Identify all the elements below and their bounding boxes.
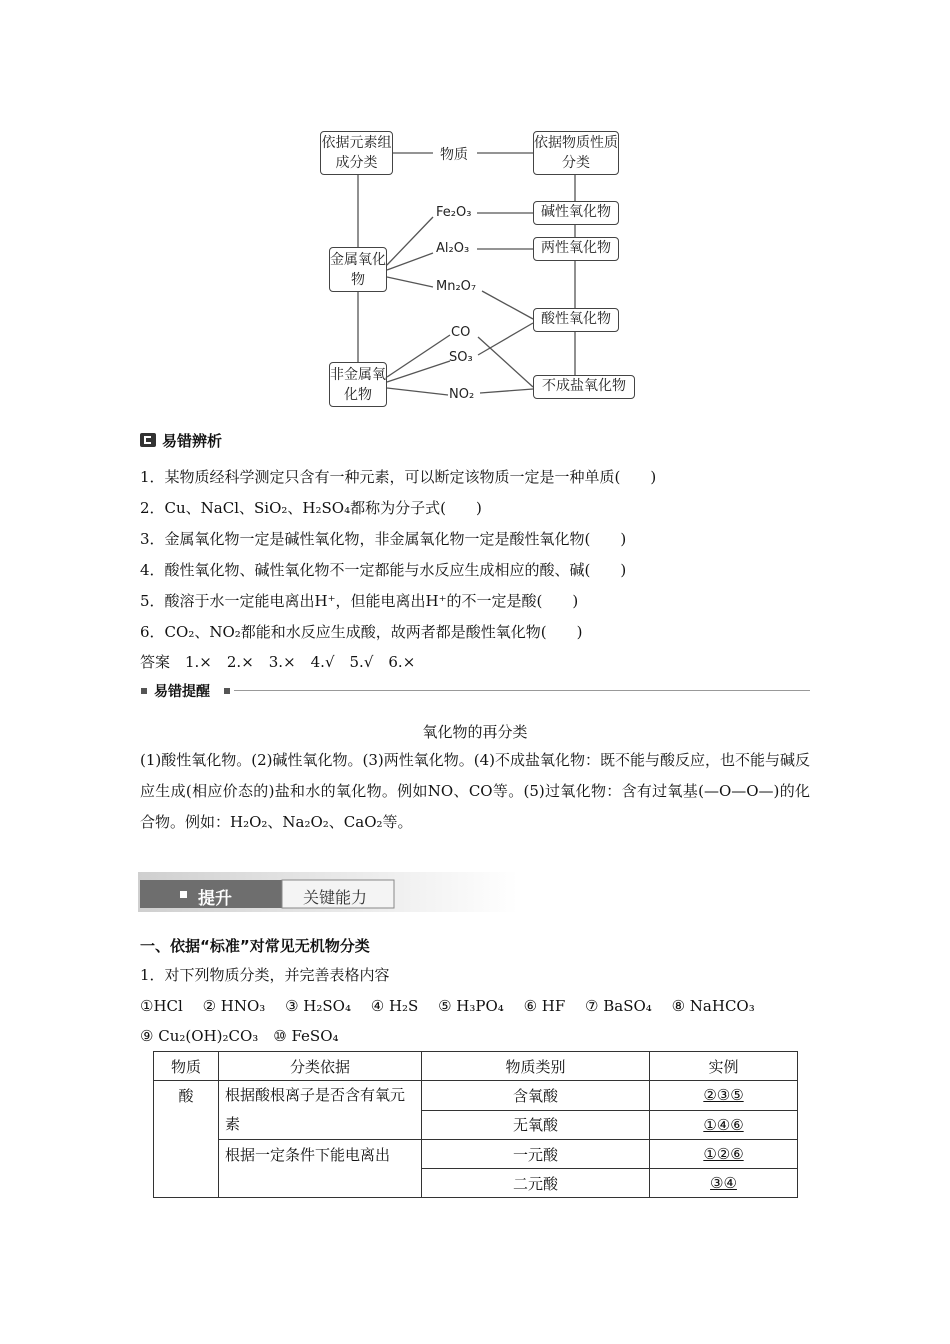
table-row (154, 1140, 798, 1169)
label-al2o3: Al₂O₃ (436, 241, 470, 256)
label-fe2o3: Fe₂O₃ (436, 205, 472, 220)
cell-example: ②③⑤ (650, 1081, 798, 1111)
label-co: CO (451, 325, 471, 340)
cell-basis-oxygen: 根据酸根离子是否含有氧元素 (219, 1081, 422, 1140)
cell-example: ③④ (650, 1169, 798, 1198)
box-acidic-oxide: 酸性氧化物 (533, 308, 619, 332)
reminder-divider (234, 690, 810, 691)
box-by-element-label: 依据元素组成分类 (321, 135, 392, 171)
header-example: 实例 (650, 1052, 798, 1081)
header-category: 物质类别 (422, 1052, 650, 1081)
cell-category: 二元酸 (422, 1169, 650, 1198)
banner-left-text: 提升 (198, 889, 232, 909)
question-1: 1．对下列物质分类，并完善表格内容 (140, 966, 390, 984)
banner-right-text: 关键能力 (303, 888, 368, 907)
substance-list-line-2: ⑨ Cu₂(OH)₂CO₃ ⑩ FeSO₄ (140, 1027, 339, 1045)
error-analysis-icon (140, 433, 156, 447)
label-mn2o7: Mn₂O₇ (436, 279, 477, 294)
cell-basis-ionization: 根据一定条件下能电离出 (219, 1140, 422, 1198)
reminder-square-right (224, 688, 230, 694)
box-metal-oxide (329, 247, 387, 292)
box-by-property-label: 依据物质性质分类 (534, 135, 618, 171)
reminder-title: 氧化物的再分类 (422, 723, 528, 741)
error-item-2: 2．Cu、NaCl、SiO₂、H₂SO₄都称为分子式( ) (140, 499, 482, 517)
box-by-property (533, 131, 619, 175)
error-item-1: 1．某物质经科学测定只含有一种元素，可以断定该物质一定是一种单质( ) (140, 468, 657, 486)
header-basis: 分类依据 (219, 1052, 422, 1081)
cell-substance-acid: 酸 (154, 1081, 219, 1198)
cell-category: 含氧酸 (422, 1081, 650, 1111)
cell-category: 一元酸 (422, 1140, 650, 1169)
cell-category: 无氧酸 (422, 1110, 650, 1140)
error-item-6: 6．CO₂、NO₂都能和水反应生成酸，故两者都是酸性氧化物( ) (140, 623, 583, 641)
reminder-square-left (141, 688, 147, 694)
table-header-row (154, 1052, 798, 1081)
cell-example: ①②⑥ (650, 1140, 798, 1169)
header-substance: 物质 (154, 1052, 219, 1081)
table-row (154, 1081, 798, 1111)
error-item-5: 5．酸溶于水一定能电离出H⁺，但能电离出H⁺的不一定是酸( ) (140, 592, 579, 610)
key-ability-banner (138, 872, 518, 912)
acid-classification-table (153, 1051, 798, 1198)
reminder-paragraph: (1)酸性氧化物。(2)碱性氧化物。(3)两性氧化物。(4)不成盐氧化物：既不能与酸反应，也不能与碱反应生成(相应价态的)盐和水的氧化物。例如NO、CO等。(5)过氧化物：含有过氧基(—O—O—)的化合物。例如：H₂O₂、Na₂O₂、CaO₂等。 (140, 751, 810, 831)
box-basic-oxide: 碱性氧化物 (533, 201, 619, 225)
label-so3: SO₃ (449, 350, 473, 365)
error-item-4: 4．酸性氧化物、碱性氧化物不一定都能与水反应生成相应的酸、碱( ) (140, 561, 627, 579)
cell-example: ①④⑥ (650, 1110, 798, 1140)
error-item-3: 3．金属氧化物一定是碱性氧化物，非金属氧化物一定是酸性氧化物( ) (140, 530, 627, 548)
error-analysis-title: 易错辨析 (162, 432, 223, 450)
box-by-element (320, 131, 393, 175)
label-no2: NO₂ (449, 387, 475, 402)
error-answers: 答案 1.× 2.× 3.× 4.√ 5.√ 6.× (140, 653, 416, 671)
box-metal-oxide-label: 金属氧化物 (330, 252, 386, 288)
section-one-title: 一、依据“标准”对常见无机物分类 (140, 937, 370, 955)
center-substance-label: 物质 (440, 147, 468, 163)
reminder-label: 易错提醒 (154, 684, 210, 700)
substance-list-line-1: ①HCl ② HNO₃ ③ H₂SO₄ ④ H₂S ⑤ H₃PO₄ ⑥ HF ⑦ BaSO₄ ⑧ NaHCO₃ (140, 997, 755, 1015)
oxide-classification-diagram (300, 125, 660, 410)
box-nonmetal-oxide-label: 非金属氧化物 (330, 367, 386, 403)
box-nonsalt-oxide: 不成盐氧化物 (533, 375, 635, 399)
box-nonmetal-oxide (329, 362, 387, 407)
box-amphoteric-oxide: 两性氧化物 (533, 237, 619, 261)
